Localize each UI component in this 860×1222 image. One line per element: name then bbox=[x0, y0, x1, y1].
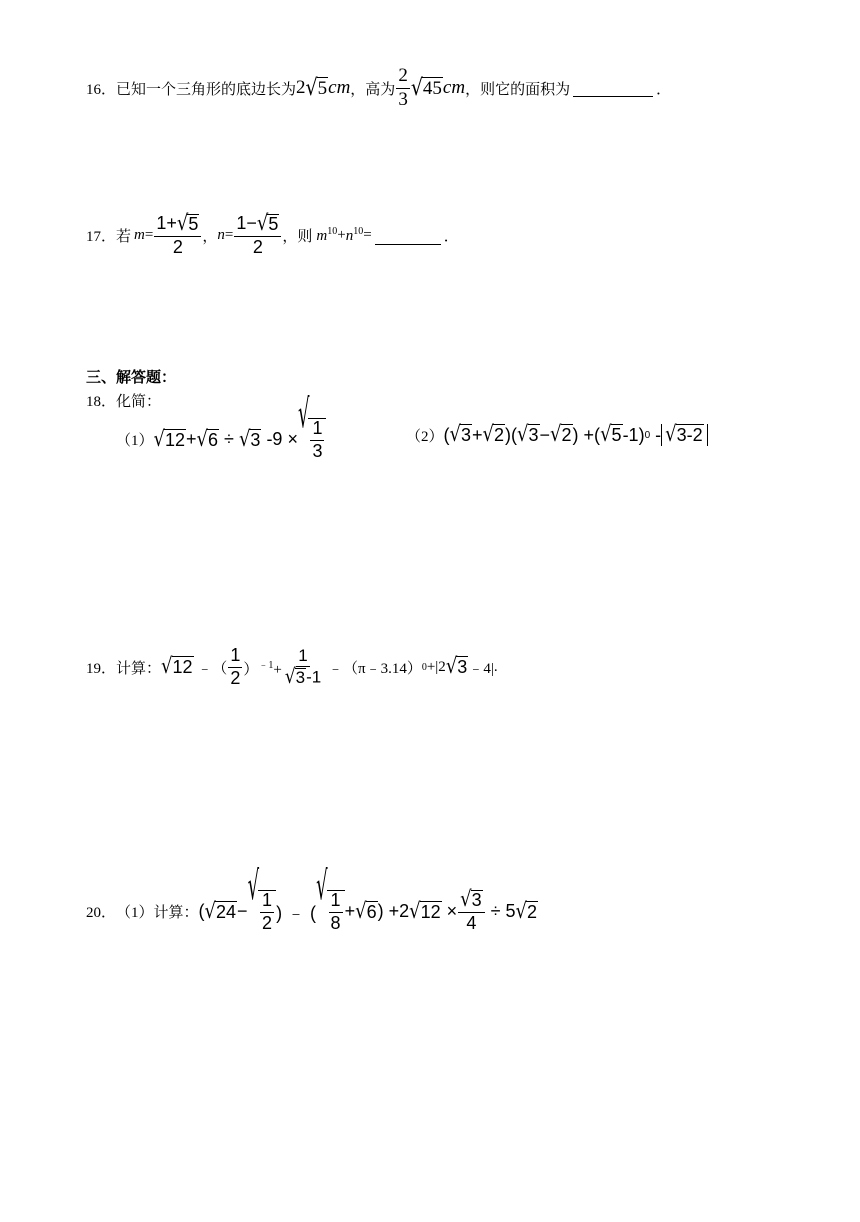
q19-text: 计算： bbox=[116, 660, 162, 677]
q17-eq: = bbox=[144, 227, 154, 244]
q20-number: 20． bbox=[86, 905, 117, 922]
q19-zero-exp: 0 bbox=[421, 661, 427, 673]
q17-answer-blank[interactable] bbox=[375, 227, 441, 245]
q16-answer-blank[interactable] bbox=[573, 79, 653, 97]
q17-m-power: $m^{10}$ bbox=[316, 226, 338, 245]
q17-n-fraction: 1− √ 5 2 bbox=[234, 214, 281, 258]
q18-text: 化简： bbox=[116, 394, 162, 410]
q16-height-fraction: $\frac{2}{3}$ bbox=[398, 65, 408, 110]
question-18-heading bbox=[86, 390, 161, 411]
q16-text-2: ，高为 bbox=[350, 81, 396, 98]
q16-base-sqrt: √ 5 bbox=[305, 74, 328, 101]
q19-number: 19． bbox=[86, 660, 117, 677]
q17-ruo: 若 bbox=[116, 229, 132, 246]
q18-part-1: （1） √ 12 + √ 6 ÷ √ 3 -9 × √ $\frac{1}{3}$ bbox=[116, 418, 326, 462]
q16-unit-2: cm bbox=[442, 77, 466, 99]
q16-text-3: ，则它的面积为 bbox=[465, 81, 571, 98]
q19-pi-expr: （π﹣3.14） bbox=[343, 660, 422, 677]
question-16 bbox=[86, 66, 671, 111]
q17-plus: + bbox=[337, 227, 346, 244]
q16-number: 16． bbox=[86, 81, 117, 98]
q16-text-1: 已知一个三角形的底边长为 bbox=[116, 81, 297, 98]
q17-number: 17． bbox=[86, 229, 117, 246]
q17-ze: 则 bbox=[297, 229, 313, 246]
question-19: 19． 计算： √ 12 ﹣（ $\frac{1}{2}$ ）$^{﹣1}$+ 1 √ 3 -1 ﹣ （π﹣3.14） 0 +|2 √ 3 ﹣4| . bbox=[86, 645, 498, 690]
q18-part-2: （2） ( √ 3 + √ 2 )( √ 3 − √ 2 ) +( √ 5 -1) 0 - √ 3-2 bbox=[406, 424, 708, 446]
q19-end: . bbox=[493, 658, 498, 675]
question-20: 20． （1）计算： ( √ 24 − √ $\frac{1}{2}$ ) ﹣ ( √ $\frac{1}{8}$ + √ 6 ) +2 √ 12 × √ 3 4 ÷ 5 √ 2 bbox=[86, 863, 538, 933]
q20-text: （1）计算： bbox=[116, 905, 199, 922]
section-3-title: 三、解答题： bbox=[86, 370, 177, 386]
q17-end: ． bbox=[443, 229, 459, 246]
q18-part-2-label: （2） bbox=[406, 428, 444, 445]
q17-comma-2: ， bbox=[282, 229, 298, 246]
q17-eq-n: = bbox=[224, 227, 234, 244]
q18-number: 18． bbox=[86, 394, 117, 410]
q16-end: ． bbox=[656, 81, 672, 98]
q18-part-1-label: （1） bbox=[116, 433, 154, 450]
q17-n-power: $n^{10}$ bbox=[345, 226, 364, 245]
q16-unit-1: cm bbox=[328, 77, 351, 99]
q17-m-fraction: 1+ √ 5 2 bbox=[154, 214, 201, 258]
q17-m: m bbox=[134, 227, 145, 244]
q16-base-coef: 2 bbox=[296, 77, 306, 99]
q16-height-sqrt: √ 45 bbox=[410, 74, 442, 101]
q17-eq-2: = bbox=[363, 227, 372, 244]
q17-n: n bbox=[217, 227, 225, 244]
question-17 bbox=[86, 210, 459, 258]
q17-comma: ， bbox=[202, 229, 218, 246]
